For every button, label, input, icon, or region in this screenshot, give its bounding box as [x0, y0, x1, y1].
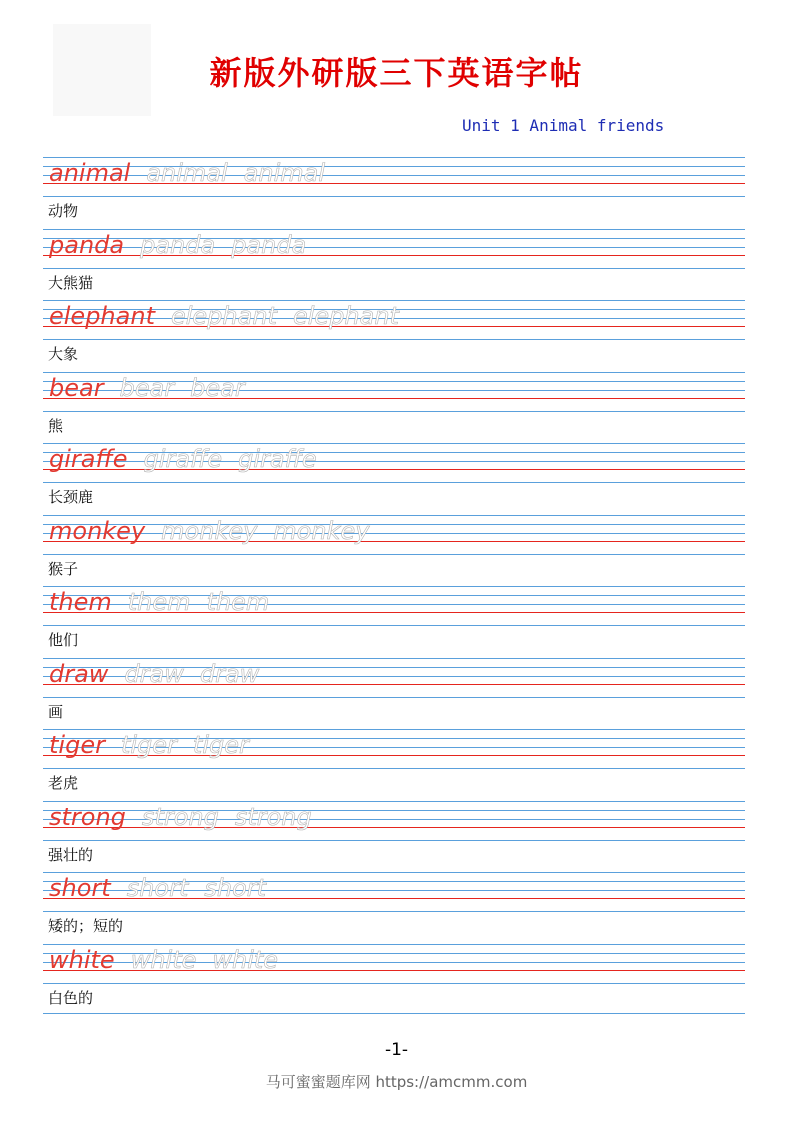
trace-word: strong [141, 802, 219, 831]
guide-line [43, 268, 745, 269]
trace-word: draw [199, 659, 260, 688]
english-word: elephant [49, 302, 155, 330]
trace-word: giraffe [143, 445, 223, 473]
word-row [43, 872, 745, 944]
guide-line [43, 229, 745, 230]
guide-line [43, 729, 745, 730]
practice-word-line [49, 231, 306, 259]
english-word: animal [49, 159, 131, 187]
chinese-meaning: 白色的 [48, 988, 94, 1007]
unit-heading: Unit 1 Animal friends [462, 116, 665, 135]
trace-word: giraffe [238, 445, 317, 473]
guide-line [43, 658, 745, 659]
guide-line [43, 911, 745, 912]
chinese-meaning: 他们 [48, 631, 79, 649]
trace-word: bear [190, 373, 245, 402]
english-word: white [49, 945, 115, 974]
practice-word-line [49, 946, 278, 974]
english-word: bear [49, 373, 104, 402]
practice-word-line [49, 159, 325, 187]
guide-line [43, 411, 745, 412]
chinese-meaning: 长颈鹿 [48, 488, 94, 506]
chinese-meaning: 动物 [48, 202, 79, 220]
word-row [43, 372, 745, 444]
trace-word: panda [140, 230, 216, 259]
guide-line [43, 801, 745, 802]
trace-word: monkey [273, 516, 370, 545]
guide-line [43, 983, 745, 984]
word-row [43, 729, 745, 801]
footer-text: 马可蜜蜜题库网 https://amcmm.com [265, 1073, 528, 1091]
english-word: strong [49, 802, 126, 831]
practice-word-line [49, 731, 249, 759]
chinese-meaning: 矮的；短的 [48, 917, 124, 935]
chinese-meaning: 画 [48, 702, 64, 721]
word-row [43, 300, 745, 372]
trace-word: elephant [292, 302, 399, 330]
word-row [43, 443, 745, 515]
page-title: 新版外研版三下英语字帖 [209, 54, 584, 92]
trace-word: short [204, 874, 267, 902]
word-row [43, 157, 745, 229]
guide-line [43, 157, 745, 158]
guide-line [43, 586, 745, 587]
practice-word-line [49, 517, 369, 545]
guide-line [43, 840, 745, 841]
practice-word-line [49, 874, 266, 902]
trace-word: bear [119, 373, 175, 402]
chinese-meaning: 大象 [48, 345, 79, 363]
practice-word-line [49, 445, 317, 473]
trace-word: short [126, 874, 189, 902]
guide-line [43, 372, 745, 373]
trace-word: them [127, 588, 191, 616]
trace-word: monkey [161, 516, 258, 545]
trace-word: them [206, 588, 270, 616]
word-row [43, 944, 745, 1016]
english-word: monkey [49, 516, 146, 545]
trace-word: animal [146, 159, 228, 187]
guide-line [43, 872, 745, 873]
word-row [43, 586, 745, 658]
guide-line [43, 482, 745, 483]
english-word: panda [49, 230, 125, 259]
word-row [43, 229, 745, 301]
english-word: tiger [49, 731, 105, 759]
trace-word: white [130, 945, 197, 974]
chinese-meaning: 猴子 [48, 559, 79, 578]
trace-word: tiger [192, 731, 249, 759]
trace-word: panda [231, 230, 307, 259]
guide-line [43, 443, 745, 444]
guide-line [43, 300, 745, 301]
chinese-meaning: 老虎 [48, 774, 79, 792]
guide-line [43, 554, 745, 555]
trace-word: elephant [170, 302, 277, 330]
guide-line [43, 339, 745, 340]
chinese-meaning: 熊 [48, 416, 64, 435]
chinese-meaning: 大熊猫 [48, 273, 94, 292]
guide-line [43, 196, 745, 197]
guide-line [43, 944, 745, 945]
trace-word: animal [243, 159, 326, 187]
page-number: -1- [384, 1040, 409, 1060]
practice-word-line [49, 302, 399, 330]
english-word: short [49, 874, 111, 902]
practice-word-line [49, 803, 312, 831]
english-word: draw [49, 659, 109, 688]
practice-word-line [49, 588, 269, 616]
word-row [43, 801, 745, 873]
trace-word: draw [124, 659, 184, 688]
word-row [43, 658, 745, 730]
chinese-meaning: 强壮的 [48, 845, 94, 864]
practice-word-line [49, 660, 259, 688]
guide-line [43, 515, 745, 516]
guide-line [43, 768, 745, 769]
guide-line [43, 697, 745, 698]
guide-line [43, 625, 745, 626]
word-row [43, 515, 745, 587]
guide-line [43, 1013, 745, 1014]
practice-word-line [49, 374, 245, 402]
trace-word: white [212, 945, 279, 974]
trace-word: tiger [120, 731, 177, 759]
english-word: giraffe [49, 445, 128, 473]
trace-word: strong [234, 802, 312, 831]
english-word: them [49, 588, 112, 616]
